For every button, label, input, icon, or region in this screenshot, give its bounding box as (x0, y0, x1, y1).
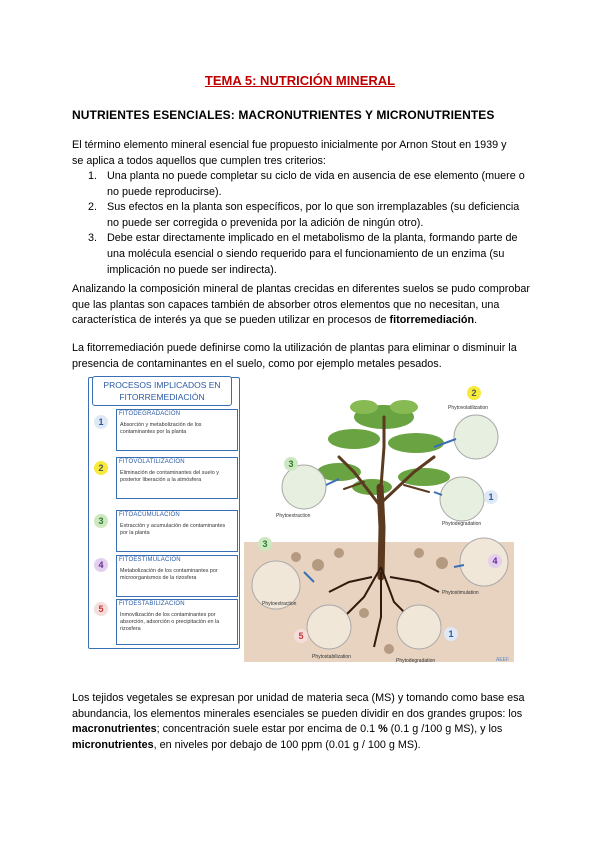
label-phytodegradation-bottom: Phytodegradation (396, 658, 436, 664)
label-phytovolatilization: Phytovolatilization (448, 405, 489, 411)
criteria-list (88, 169, 528, 278)
process-box: FITOACUMULACIÓN Extracción y acumulación de contaminantes por la planta (116, 510, 238, 552)
nutrients-paragraph: Los tejidos vegetales se expresan por unidad de materia seca (MS) y tomando como base esa abundancia, los elementos minerales esenciales se pueden dividir en dos grandes grupos: los macronutrientes; concentración suele estar por encima de 0.1 % (0.1 g /100 g MS), y los micronutrientes, en niveles por debajo de 100 ppm (0.01 g / 100 g MS). (72, 692, 525, 751)
intro-line-2: se aplica a todos aquellos que cumplen tres criterios: (72, 154, 326, 167)
process-number-4: 4 (94, 558, 108, 572)
badge-2: 2 (467, 386, 481, 400)
badge-3-top: 3 (284, 457, 298, 471)
badge-5: 5 (294, 629, 308, 643)
process-number-2: 2 (94, 461, 108, 475)
process-box: FITODEGRADACIÓN Absorción y metabolización de los contaminantes por la planta (116, 409, 238, 451)
soil-circle-bottom-right (397, 605, 441, 649)
phytoremediation-figure (86, 377, 518, 673)
phytoextraction-circle (282, 465, 326, 509)
definition-paragraph: La fitorremediación puede definirse como la utilización de plantas para eliminar o disminuir la presencia de contaminantes en el suelo, como por ejemplo metales pesados. (72, 342, 517, 370)
list-item: 3. Debe estar directamente implicado en el metabolismo de la planta, formando parte de una molécula esencial o siendo requerido para el funcionamiento de un enzima (su implicación no puede ser indirecta). (88, 232, 518, 276)
soil-circle-bottom-left (307, 605, 351, 649)
section-heading: NUTRIENTES ESENCIALES: MACRONUTRIENTES Y MICRONUTRIENTES (72, 108, 495, 122)
phytovolatilization-circle (454, 415, 498, 459)
badge-1-top: 1 (484, 490, 498, 504)
figure-header: PROCESOS IMPLICADOS EN FITORREMEDIACIÓN (92, 376, 232, 406)
label-phytostabilization: Phytostabilization (312, 654, 351, 660)
process-box: FITOESTIMULACIÓN Metabolización de los contaminantes por microorganismos de la rizosfera (116, 555, 238, 597)
page-title: TEMA 5: NUTRICIÓN MINERAL (204, 73, 396, 88)
label-phytoextraction-bottom: Phytoextraction (262, 601, 297, 607)
intro-paragraph (72, 138, 532, 169)
process-number-3: 3 (94, 514, 108, 528)
phytoremediation-paragraph: Analizando la composición mineral de plantas crecidas en diferentes suelos se pudo comprobar que las plantas son capaces también de absorber otros elementos que no necesitan, una característica de interés ya que se pueden utilizar en procesos de fitorremediación. (72, 283, 530, 327)
list-item: 2. Sus efectos en la planta son específicos, por lo que son irremplazables (su deficiencia no puede ser corregida o prevenida por la adición de ningún otro). (88, 201, 520, 229)
phytodegradation-circle (440, 477, 484, 521)
list-item: 1. Una planta no puede completar su ciclo de vida en ausencia de ese elemento (muere o no puede reproducirse). (88, 170, 525, 198)
label-phytostimulation: Phytostimulation (442, 590, 479, 596)
label-phytodegradation-top: Phytodegradation (442, 521, 482, 527)
process-number-5: 5 (94, 602, 108, 616)
badge-4: 4 (488, 554, 502, 568)
process-box: FITOVOLATILIZACIÓN Eliminación de contaminantes del suelo y posterior liberación a la atmósfera (116, 457, 238, 499)
intro-line-1: El término elemento mineral esencial fue propuesto inicialmente por Arnon Stout en 1939 y (72, 139, 507, 151)
process-number-1: 1 (94, 415, 108, 429)
process-box: FITOESTABILIZACIÓN Inmovilización de los contaminantes por absorción, adsorción o precipitación en la rizosfera (116, 599, 238, 645)
badge-1-bottom: 1 (444, 627, 458, 641)
label-phytoextraction: Phytoextraction (276, 513, 311, 519)
figure-credit: AEEF (496, 657, 510, 663)
badge-3-bottom: 3 (258, 537, 272, 551)
